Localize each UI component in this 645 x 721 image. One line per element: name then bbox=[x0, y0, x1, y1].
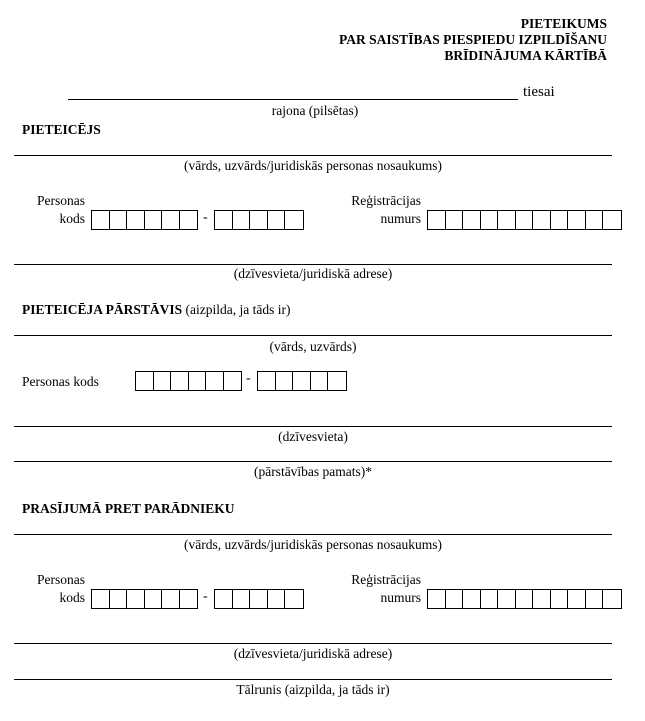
applicant-registration-label: Reģistrācijas numurs bbox=[351, 193, 421, 226]
representative-residence-field[interactable] bbox=[14, 426, 612, 427]
representative-code-dash: - bbox=[246, 371, 251, 386]
debtor-phone-field[interactable] bbox=[14, 679, 612, 680]
debtor-registration-number[interactable] bbox=[427, 589, 622, 609]
representative-heading-note: (aizpilda, ja tāds ir) bbox=[185, 302, 291, 317]
applicant-registration-number[interactable] bbox=[427, 210, 622, 230]
applicant-address-caption: (dzīvesvieta/juridiskā adrese) bbox=[233, 266, 393, 281]
applicant-personal-code-label: Personas kods bbox=[37, 193, 85, 226]
applicant-name-caption: (vārds, uzvārds/juridiskās personas nosaukums) bbox=[184, 158, 442, 173]
debtor-phone-caption: Tālrunis (aizpilda, ja tāds ir) bbox=[236, 682, 390, 697]
representative-residence-caption: (dzīvesvieta) bbox=[278, 429, 348, 444]
representative-personal-code-part2[interactable] bbox=[257, 371, 347, 391]
applicant-code-dash: - bbox=[203, 210, 208, 225]
court-suffix: tiesai bbox=[523, 84, 555, 100]
debtor-address-field[interactable] bbox=[14, 643, 612, 644]
representative-name-caption: (vārds, uzvārds) bbox=[269, 339, 357, 354]
representative-basis-field[interactable] bbox=[14, 461, 612, 462]
debtor-registration-label: Reģistrācijas numurs bbox=[351, 572, 421, 605]
applicant-personal-code-part1[interactable] bbox=[91, 210, 198, 230]
applicant-heading: PIETEICĒJS bbox=[22, 122, 101, 137]
debtor-name-caption: (vārds, uzvārds/juridiskās personas nosaukums) bbox=[184, 537, 442, 552]
title-line-3: BRĪDINĀJUMA KĀRTĪBĀ bbox=[444, 48, 607, 63]
representative-name-field[interactable] bbox=[14, 335, 612, 336]
form-title bbox=[339, 16, 607, 64]
representative-basis-caption: (pārstāvības pamats)* bbox=[253, 464, 373, 479]
title-line-2: PAR SAISTĪBAS PIESPIEDU IZPILDĪŠANU bbox=[339, 32, 607, 47]
title-line-1: PIETEIKUMS bbox=[520, 16, 607, 31]
debtor-address-caption: (dzīvesvieta/juridiskā adrese) bbox=[233, 646, 393, 661]
representative-personal-code-part1[interactable] bbox=[135, 371, 242, 391]
debtor-name-field[interactable] bbox=[14, 534, 612, 535]
debtor-code-dash: - bbox=[203, 589, 208, 604]
representative-personal-code-label: Personas kods bbox=[22, 374, 99, 389]
court-caption: rajona (pilsētas) bbox=[271, 103, 359, 118]
debtor-heading: PRASĪJUMĀ PRET PARĀDNIEKU bbox=[22, 501, 235, 516]
applicant-personal-code-part2[interactable] bbox=[214, 210, 304, 230]
applicant-address-field[interactable] bbox=[14, 264, 612, 265]
applicant-name-field[interactable] bbox=[14, 155, 612, 156]
court-name-field[interactable] bbox=[68, 99, 518, 100]
debtor-personal-code-label: Personas kods bbox=[37, 572, 85, 605]
debtor-personal-code-part1[interactable] bbox=[91, 589, 198, 609]
debtor-personal-code-part2[interactable] bbox=[214, 589, 304, 609]
representative-heading: PIETEICĒJA PĀRSTĀVIS (aizpilda, ja tāds ir) bbox=[22, 302, 291, 317]
